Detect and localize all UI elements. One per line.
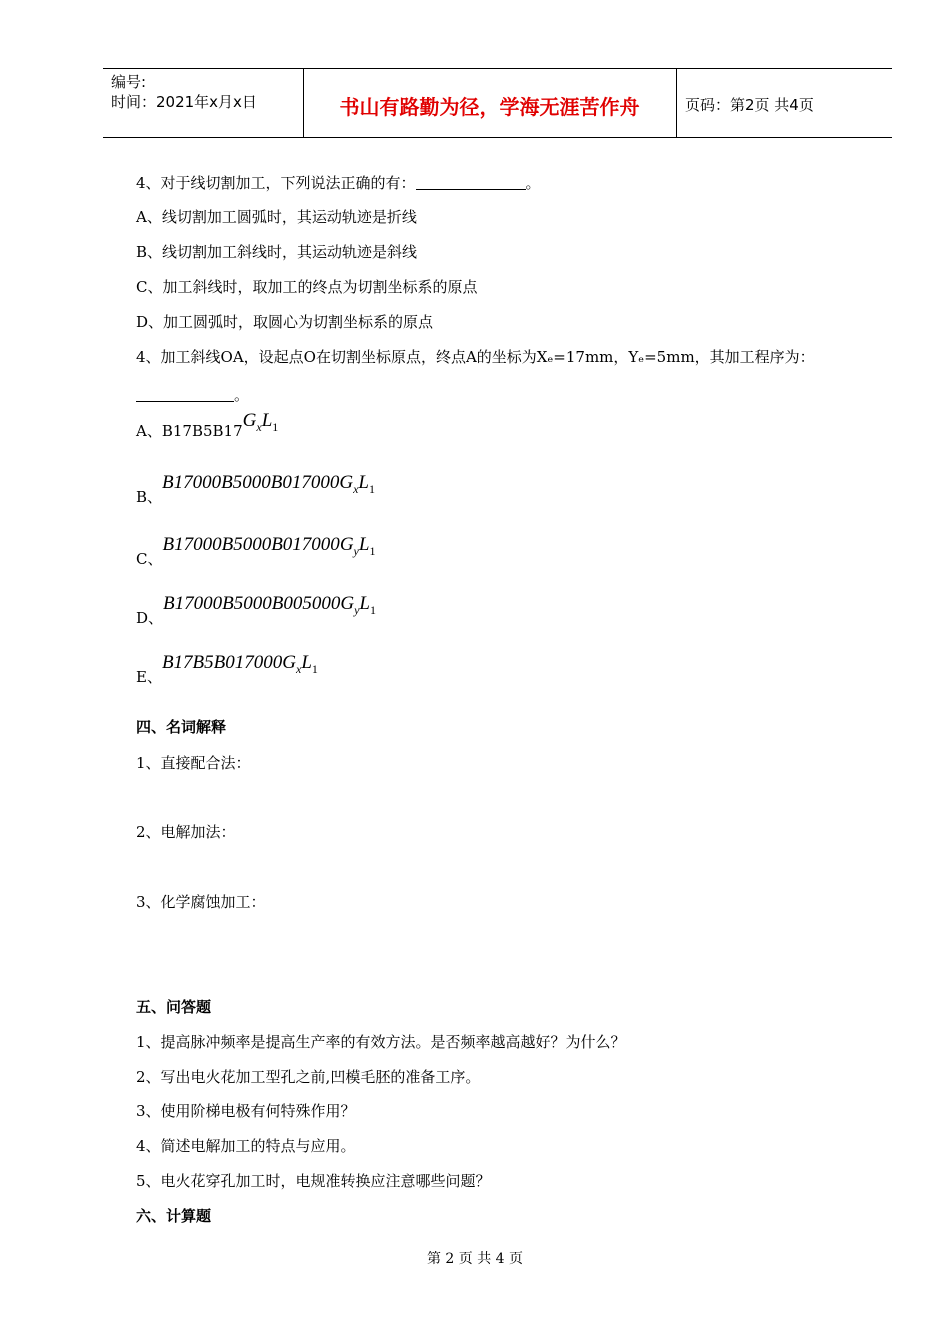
formula-l-sub: 1	[311, 661, 318, 676]
option-c: C、加工斜线时，取加工的终点为切割坐标系的原点	[136, 278, 478, 296]
formula-g-sub: x	[296, 661, 302, 676]
formula	[162, 534, 376, 558]
formula-l-sub: 1	[369, 481, 375, 496]
number-label: 编号:	[111, 73, 147, 91]
option-a: A、线切割加工圆弧时，其运动轨迹是折线	[136, 208, 417, 226]
formula-g: G	[339, 534, 354, 555]
motto: 书山有路勤为径，学海无涯苦作舟	[339, 95, 640, 119]
formula-g-sub: x	[353, 481, 359, 496]
option-code: B17000B5000B005000	[163, 593, 341, 614]
formula	[162, 472, 375, 496]
option-code: B17B5B17	[161, 422, 243, 440]
formula-l: L	[359, 593, 370, 614]
option-label: C、	[136, 550, 163, 568]
formula-option-b	[136, 472, 375, 506]
formula-g: G	[340, 593, 355, 614]
option-d: D、加工圆弧时，取圆心为切割坐标系的原点	[136, 313, 434, 331]
list-item: 3、化学腐蚀加工：	[136, 893, 266, 911]
option-label: B、	[136, 488, 163, 506]
list-item: 2、电解加法：	[136, 823, 236, 841]
option-label: A、	[136, 422, 162, 440]
list-item: 4、简述电解加工的特点与应用。	[136, 1137, 356, 1155]
page-footer: 第 2 页 共 4 页	[426, 1251, 524, 1267]
answer-blank	[136, 401, 234, 402]
page-info: 页码：第2页 共4页	[685, 96, 814, 114]
formula-l: L	[261, 410, 273, 431]
question-stem	[136, 172, 541, 193]
formula-l-sub: 1	[369, 543, 376, 558]
answer-blank	[416, 189, 526, 190]
formula-g: G	[242, 410, 257, 431]
option-label: D、	[136, 609, 164, 627]
time-label: 时间：2021年x月x日	[111, 93, 257, 111]
header-meta	[103, 69, 304, 137]
question-stem: 4、加工斜线OA，设起点O在切割坐标原点，终点A的坐标为Xₑ=17mm，Yₑ=5mm，其加工程序为：	[136, 348, 815, 366]
formula-l-sub: 1	[272, 419, 279, 434]
list-item: 3、使用阶梯电极有何特殊作用？	[136, 1102, 356, 1120]
formula-g: G	[339, 472, 354, 493]
question-suffix: 。	[234, 386, 250, 404]
formula-option-c	[136, 534, 376, 568]
formula-g-sub: y	[354, 602, 360, 617]
question-suffix: 。	[525, 174, 541, 192]
header-page-cell	[677, 69, 892, 137]
option-code: B17000B5000B017000	[162, 534, 340, 555]
formula	[242, 410, 279, 434]
formula-option-d	[136, 593, 376, 627]
option-b: B、线切割加工斜线时，其运动轨迹是斜线	[136, 243, 418, 261]
section-title: 五、问答题	[136, 998, 212, 1016]
page-header	[103, 68, 892, 138]
formula-g-sub: y	[353, 543, 359, 558]
list-item: 1、直接配合法：	[136, 754, 251, 772]
formula-option-a	[136, 410, 279, 440]
formula	[161, 652, 318, 676]
list-item: 2、写出电火花加工型孔之前,凹模毛胚的准备工序。	[136, 1068, 481, 1086]
formula-l: L	[358, 472, 369, 493]
formula-option-e	[136, 652, 318, 686]
option-code: B17B5B017000	[161, 652, 283, 673]
formula	[163, 593, 376, 617]
list-item: 5、电火花穿孔加工时，电规准转换应注意哪些问题？	[136, 1172, 491, 1190]
formula-l: L	[358, 534, 370, 555]
header-motto-cell	[303, 69, 677, 137]
formula-g: G	[282, 652, 297, 673]
answer-line	[136, 384, 249, 405]
option-label: E、	[136, 668, 162, 686]
option-code: B17000B5000B017000	[162, 472, 340, 493]
formula-l-sub: 1	[370, 602, 376, 617]
list-item: 1、提高脉冲频率是提高生产率的有效方法。是否频率越高越好？为什么？	[136, 1033, 626, 1051]
section-title: 六、计算题	[136, 1207, 212, 1225]
question-text: 4、对于线切割加工，下列说法正确的有：	[136, 174, 416, 192]
formula-l: L	[301, 652, 312, 673]
formula-g-sub: x	[256, 419, 262, 434]
section-title: 四、名词解释	[136, 718, 227, 736]
